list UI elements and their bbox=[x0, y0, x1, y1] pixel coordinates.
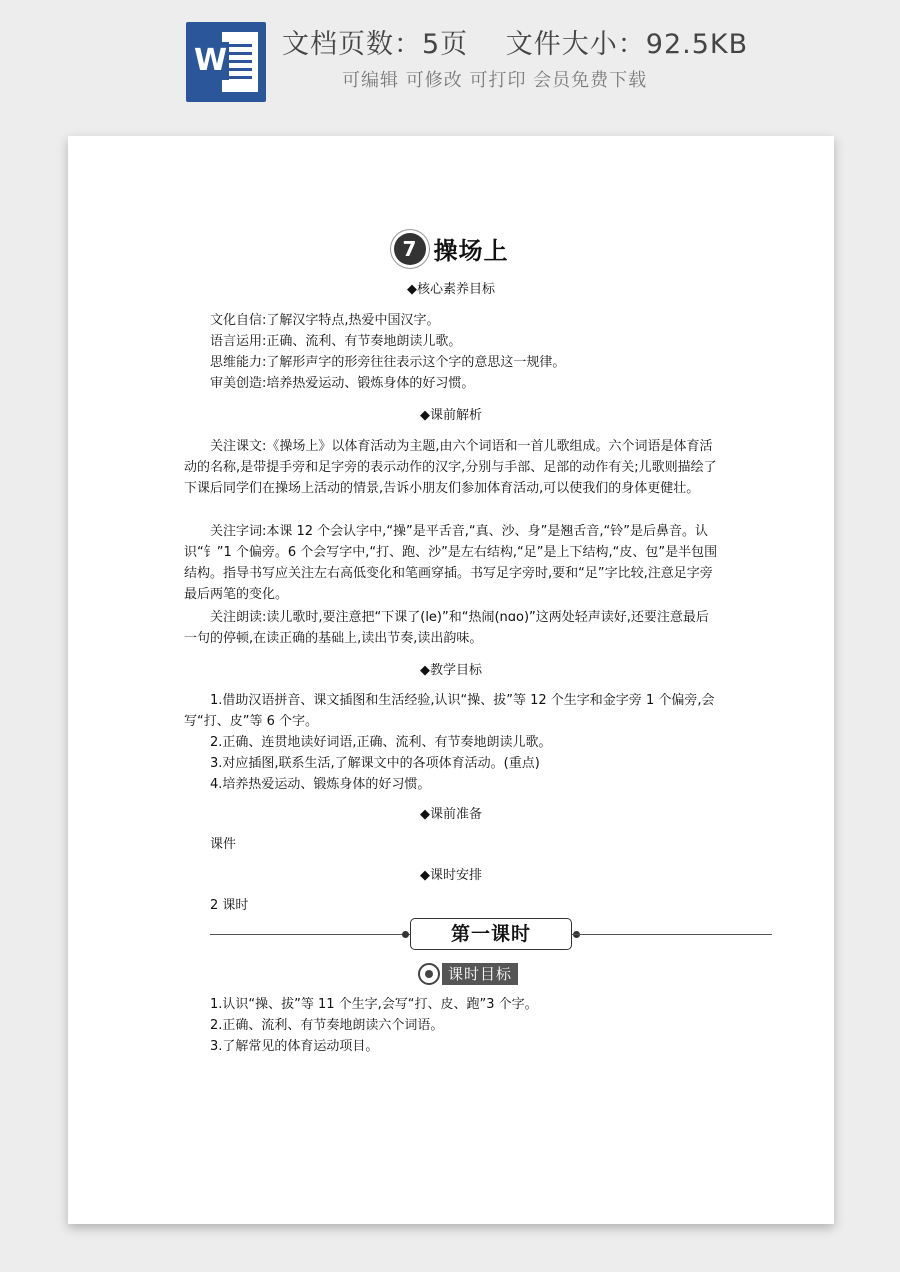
lesson-heading bbox=[68, 231, 834, 266]
teaching-goal-item: 2.正确、连贯地读好词语,正确、流利、有节奏地朗读儿歌。 bbox=[210, 735, 552, 750]
document-info-header bbox=[0, 0, 900, 118]
target-icon bbox=[418, 963, 440, 985]
period-goal-item: 1.认识“操、拔”等 11 个生字,会写“打、皮、跑”3 个字。 bbox=[210, 997, 538, 1012]
period-goal-label: 课时目标 bbox=[442, 963, 518, 985]
lesson-title: 操场上 bbox=[433, 237, 509, 265]
period-goal-item: 2.正确、流利、有节奏地朗读六个词语。 bbox=[210, 1018, 444, 1033]
teaching-goal-item: 3.对应插图,联系生活,了解课文中的各项体育活动。(重点) bbox=[210, 756, 540, 771]
analysis-paragraph: 关注课文:《操场上》以体育活动为主题,由六个词语和一首儿歌组成。六个词语是体育活动的名称,是带提手旁和足字旁的表示动作的汉字,分别与手部、足部的动作有关;儿歌则描绘了下课后同学们在操场上活动的情景,告诉小朋友们参加体育活动,可以使我们的身体更健壮。 bbox=[184, 439, 717, 496]
period-goal-badge bbox=[418, 963, 518, 985]
prep-text: 课件 bbox=[210, 837, 237, 852]
word-icon: W bbox=[186, 22, 266, 102]
lesson-number-badge: 7 bbox=[394, 233, 426, 265]
core-goal-item: 语言运用:正确、流利、有节奏地朗读儿歌。 bbox=[210, 334, 462, 349]
document-features: 可编辑 可修改 可打印 会员免费下载 bbox=[342, 70, 648, 91]
schedule-text: 2 课时 bbox=[210, 898, 249, 913]
section-heading-analysis: ◆课前解析 bbox=[420, 408, 482, 423]
core-goal-item: 文化自信:了解汉字特点,热爱中国汉字。 bbox=[210, 313, 440, 328]
period-goal-item: 3.了解常见的体育运动项目。 bbox=[210, 1039, 379, 1054]
section-heading-goals: ◆教学目标 bbox=[420, 663, 482, 678]
analysis-paragraph: 关注字词:本课 12 个会认字中,“操”是平舌音,“真、沙、身”是翘舌音,“铃”是后鼻音。认识“钅”1 个偏旁。6 个会写字中,“打、跑、沙”是左右结构,“足”是上下结构,“皮、包”是半包围结构。指导书写应关注左右高低变化和笔画穿插。书写足字旁时,要和“足”字比较,注意足字旁最后两笔的变化。 bbox=[184, 524, 718, 602]
core-goal-item: 审美创造:培养热爱运动、锻炼身体的好习惯。 bbox=[210, 376, 475, 391]
section-heading-schedule: ◆课时安排 bbox=[420, 868, 482, 883]
teaching-goal-item: 4.培养热爱运动、锻炼身体的好习惯。 bbox=[210, 777, 431, 792]
period-divider bbox=[210, 918, 772, 952]
section-heading-prep: ◆课前准备 bbox=[420, 807, 482, 822]
document-stats: 文档页数：5页 文件大小：92.5KB bbox=[282, 29, 749, 60]
section-heading-core: ◆核心素养目标 bbox=[407, 282, 495, 297]
first-period-title: 第一课时 bbox=[410, 918, 572, 950]
analysis-paragraph: 关注朗读:读儿歌时,要注意把“下课了(le)”和“热闹(nɑo)”这两处轻声读好,还要注意最后一句的停顿,在读正确的基础上,读出节奏,读出韵味。 bbox=[184, 610, 709, 646]
teaching-goal-item: 1.借助汉语拼音、课文插图和生活经验,认识“操、拔”等 12 个生字和金字旁 1 个偏旁,会写“打、皮”等 6 个字。 bbox=[184, 693, 715, 729]
core-goal-item: 思维能力:了解形声字的形旁往往表示这个字的意思这一规律。 bbox=[210, 355, 566, 370]
document-page bbox=[68, 136, 834, 1224]
